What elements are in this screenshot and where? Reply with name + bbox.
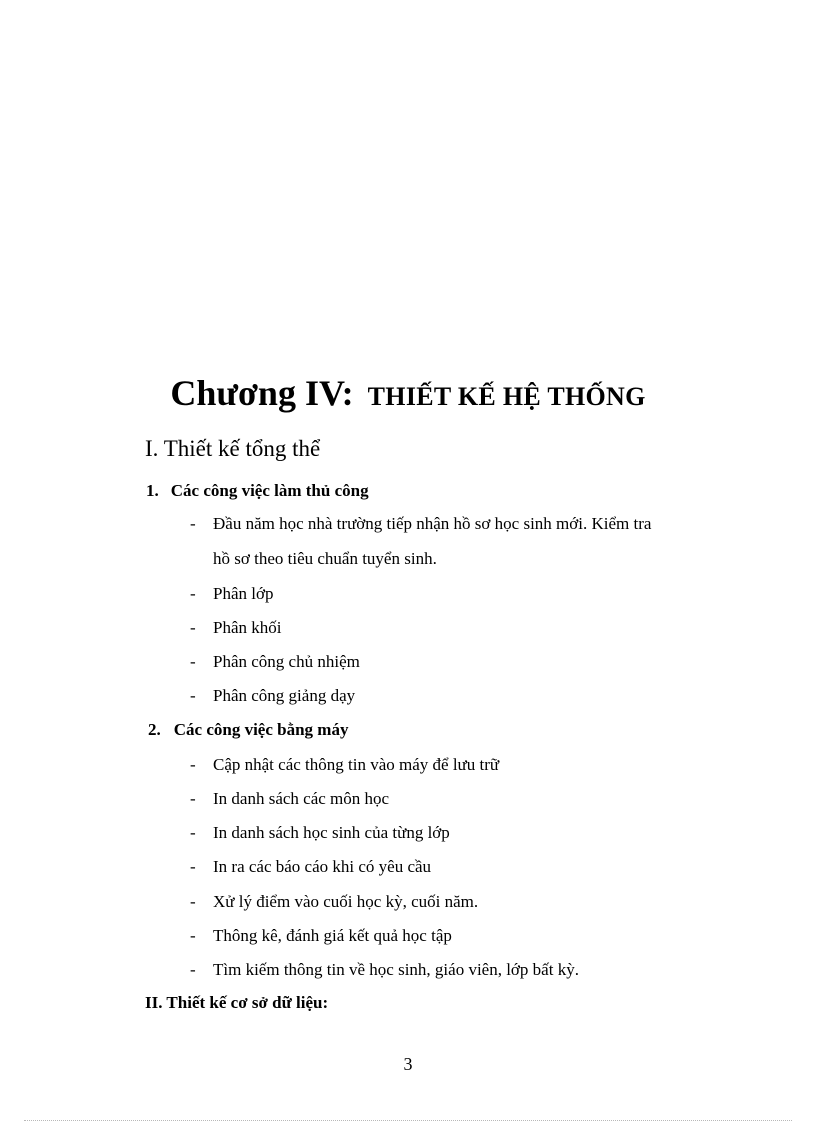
- subsection-heading-1: [146, 481, 369, 501]
- list-item-text: Phân công giảng dạy: [213, 686, 356, 705]
- list-item-text: Phân lớp: [213, 584, 274, 603]
- subsection-number: 2.: [148, 720, 161, 739]
- page-bottom-divider: [24, 1120, 792, 1121]
- subsection-title: Các công việc bằng máy: [173, 720, 349, 739]
- list-item-text: In danh sách các môn học: [213, 789, 390, 808]
- bullet-dash: -: [190, 823, 196, 842]
- chapter-number: Chương IV:: [170, 373, 354, 413]
- list-item-text: In ra các báo cáo khi có yêu cầu: [213, 857, 432, 876]
- chapter-subtitle: THIẾT KẾ HỆ THỐNG: [367, 382, 646, 411]
- bullet-dash: -: [190, 960, 196, 979]
- bullet-dash: -: [190, 618, 196, 637]
- subsection-number: 1.: [146, 481, 159, 500]
- list-item-text: Tìm kiếm thông tin về học sinh, giáo viên, lớp bất kỳ.: [213, 960, 579, 979]
- bullet-dash: -: [190, 584, 196, 603]
- bullet-dash: -: [190, 514, 196, 533]
- bullet-dash: -: [190, 652, 196, 671]
- bullet-dash: -: [190, 857, 196, 876]
- subsection-title: Các công việc làm thủ công: [170, 481, 369, 500]
- section-heading-1: I. Thiết kế tổng thể: [145, 436, 321, 461]
- bullet-dash: -: [190, 926, 196, 945]
- list-item-text: Phân khối: [213, 618, 282, 637]
- bullet-dash: -: [190, 755, 196, 774]
- list-item-text: Phân công chủ nhiệm: [213, 652, 360, 671]
- list-item-continuation: hồ sơ theo tiêu chuẩn tuyển sinh.: [213, 549, 437, 568]
- list-item-text: In danh sách học sinh của từng lớp: [213, 823, 450, 842]
- list-item-text: Đầu năm học nhà trường tiếp nhận hồ sơ học sinh mới. Kiểm tra: [213, 514, 652, 533]
- list-item-text: Cập nhật các thông tin vào máy để lưu trữ: [213, 755, 500, 774]
- chapter-title: [0, 372, 816, 414]
- page-number: 3: [403, 1054, 413, 1074]
- bullet-dash: -: [190, 686, 196, 705]
- list-item-text: Thông kê, đánh giá kết quả học tập: [213, 926, 452, 945]
- section-heading-2: II. Thiết kế cơ sở dữ liệu:: [145, 993, 329, 1012]
- list-item-text: Xử lý điểm vào cuối học kỳ, cuối năm.: [213, 892, 479, 911]
- bullet-dash: -: [190, 892, 196, 911]
- subsection-heading-2: [148, 720, 348, 740]
- bullet-dash: -: [190, 789, 196, 808]
